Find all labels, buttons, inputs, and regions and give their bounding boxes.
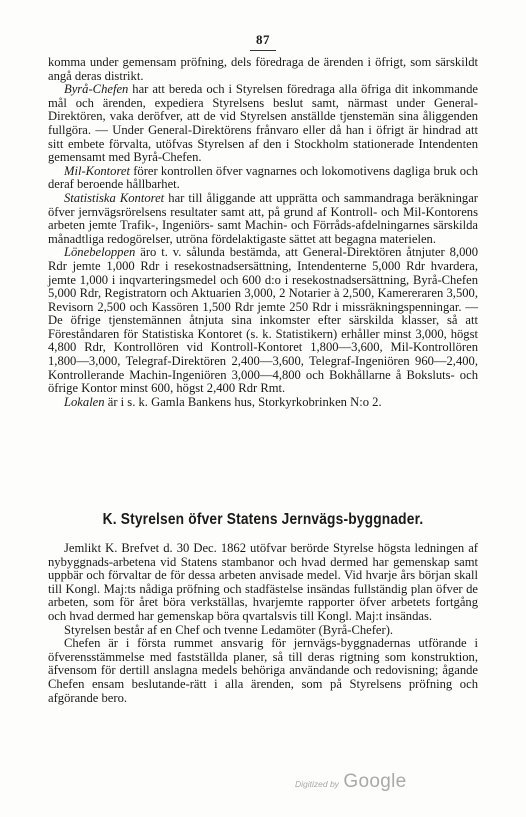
digitization-watermark (295, 771, 406, 793)
paragraph-text: förer kontrollen öfver vagnarnes och lokomotivens dagliga bruk och deraf beroende hållbarhet. (48, 163, 478, 192)
paragraph (48, 637, 478, 705)
paragraph-text: är i första rummet ansvarig för jernvägs-byggnadernas utförande i öfverensstämmelse med fastställda planer, så till deras rigtning som konstruktion, äfvensom för dertill anslagna medels behöriga användande och redovisning; ågande Chefen ensam beslutande-rätt i alla ärenden, som på Styrelsens pröfning och afgörande bero. (48, 636, 478, 705)
paragraph-text: äro t. v. sålunda bestämda, att General-Direktören åtnjuter 8,000 Rdr jemte 1,000 Rdr i resekostnadsersättning, Intendenterne 5,000 Rdr hvardera, jemte 1,000 i inqvarteringsmedel och 600 d:o i resekostnadsersättning, Byrå-Chefen 5,000 Rdr, Registratorn och Aktuarien 3,000, 2 Notarier à 2,500, Kamereraren 3,500, Revisorn 2,500 och Kassören 1,500 Rdr jemte 250 Rdr i missräkningspenningar. — De öfrige tjenstemännen åtnjuta sina inkomster efter särskilda klasser, så att Föreståndaren för Statistiska Kontoret (s. k. Statistikern) erhåller minst 3,000, högst 4,800 Rdr, Kontrollören vid Kontroll-Kontoret 1,800—3,600, Mil-Kontrollören 1,800—3,000, Telegraf-Direktören 2,400—3,600, Telegraf-Ingeniören 960—2,400, Kontrollerande Machin-Ingeniören 3,000—4,800 och Bokhållarne å Boksluts- och öfrige Kontor minst 600, högst 2,400 Rdr Rmt. (48, 245, 478, 396)
page-number: 87 (256, 32, 270, 47)
section-heading: K. Styrelsen öfver Statens Jernvägs-byggnader. (102, 511, 424, 528)
watermark-prefix: Digitized by (295, 779, 339, 789)
paragraph (48, 542, 478, 624)
body-text (48, 56, 478, 409)
paragraph-text: är i s. k. Gamla Bankens hus, Storkyrkobrinken N:o 2. (104, 394, 382, 409)
paragraph (48, 246, 478, 396)
paragraph (48, 624, 478, 638)
paragraph (48, 396, 478, 410)
paragraph-lead: Byrå-Chefen (64, 82, 129, 97)
paragraph-lead: Mil-Kontoret (64, 163, 130, 178)
paragraph-text: har till åliggande att upprätta och sammandraga beräkningar öfver jernvägsrörelsens resultater samt att, på grund af Kontroll- och Mil-Kontorens arbeten jemte Trafik-, Ingeniörs- samt Machin- och Förråds-afdelningarnes särskilda månadtliga redogörelser, utröna fördelaktigaste sättet att begagna materielen. (48, 190, 479, 246)
paragraph (48, 56, 478, 83)
paragraph (48, 83, 478, 165)
paragraph-lead: Chefen (64, 636, 101, 651)
paragraph-text: har att bereda och i Styrelsen föredraga alla öfriga dit inkommande mål och ärenden, expediera Styrelsens beslut samt, närmast under General-Direktören, vaka deröfver, att de vid Styrelsen anställde tjenstemän sina åliggenden fullgöra. — Under General-Direktörens frånvaro eller då han i öfrigt är hindrad att sitt embete förvalta, utöfvas Styrelsen af den i Stockholm stationerade Intendenten gemensamt med Byrå-Chefen. (48, 82, 478, 165)
paragraph (48, 165, 478, 192)
paragraph-lead: Lönebeloppen (64, 245, 136, 260)
section-body-text (48, 542, 478, 705)
paragraph-lead: Lokalen (64, 394, 105, 409)
google-logo: Google (343, 771, 407, 792)
paragraph-text: Styrelsen består af en Chef och tvenne Ledamöter (Byrå-Chefer). (64, 622, 394, 637)
page-number-rule (250, 50, 276, 51)
paragraph-text: komma under gemensam pröfning, dels föredraga de ärenden i öfrigt, som särskildt angå deras distrikt. (48, 55, 478, 83)
paragraph-lead: Statistiska Kontoret (64, 190, 165, 205)
paragraph (48, 192, 478, 246)
paragraph-text: Jemlikt K. Brefvet d. 30 Dec. 1862 utöfvar berörde Styrelse högsta ledningen af nybyggnads-arbetena vid Statens stambanor och hvad dermed har gemenskap samt uppbär och förvaltar de för dessa arbeten anvisade medel. Vid hvarje års början skall till Kongl. Maj:ts nådiga pröfning och stadfästelse insändas fullständig plan öfver de arbeten, som för året böra verkställas, hvarjemte rapporter öfver arbetets fortgång och hvad dermed har gemenskap böra qvartalsvis till Kongl. Maj:t insändas. (48, 541, 478, 623)
